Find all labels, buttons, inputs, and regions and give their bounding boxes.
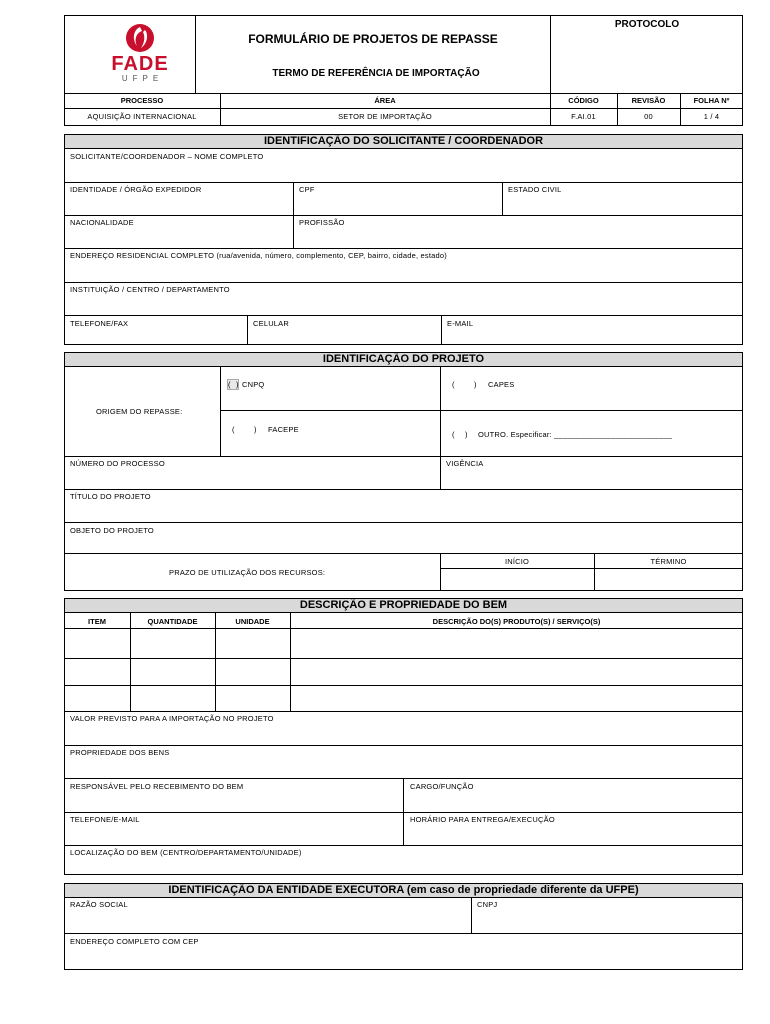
responsavel-field[interactable]: RESPONSÁVEL PELO RECEBIMENTO DO BEM: [70, 782, 244, 791]
logo-text: FADE: [111, 53, 169, 75]
celular-field[interactable]: CELULAR: [253, 319, 289, 328]
termino-label: TÉRMINO: [650, 557, 687, 566]
capes-label: CAPES: [488, 380, 515, 389]
origem-label: ORIGEM DO REPASSE:: [96, 407, 183, 416]
razao-social-field[interactable]: RAZÃO SOCIAL: [70, 900, 128, 909]
numero-processo-field[interactable]: NÚMERO DO PROCESSO: [70, 459, 165, 468]
facepe-paren-close[interactable]: ): [254, 425, 257, 434]
fade-logo-icon: [123, 22, 157, 54]
identidade-field[interactable]: IDENTIDADE / ÓRGÃO EXPEDIDOR: [70, 185, 202, 194]
codigo-label: CÓDIGO: [568, 96, 599, 105]
table-row[interactable]: [65, 659, 742, 685]
objeto-projeto-field[interactable]: OBJETO DO PROJETO: [70, 526, 154, 535]
inicio-input[interactable]: [441, 569, 594, 591]
col-unidade: UNIDADE: [235, 617, 270, 626]
nacionalidade-field[interactable]: NACIONALIDADE: [70, 218, 134, 227]
col-quantidade: QUANTIDADE: [147, 617, 198, 626]
valor-field[interactable]: VALOR PREVISTO PARA A IMPORTAÇÃO NO PROJETO: [70, 714, 274, 723]
table-row[interactable]: [65, 686, 742, 711]
titulo-projeto-field[interactable]: TÍTULO DO PROJETO: [70, 492, 151, 501]
estado-civil-field[interactable]: ESTADO CIVIL: [508, 185, 562, 194]
form-subtitle: TERMO DE REFERÊNCIA DE IMPORTAÇÃO: [272, 68, 480, 79]
protocolo-label: PROTOCOLO: [614, 19, 680, 30]
prazo-label: PRAZO DE UTILIZAÇÃO DOS RECURSOS:: [169, 568, 326, 577]
cnpq-paren-open: (: [228, 380, 231, 389]
telefone-field[interactable]: TELEFONE/FAX: [70, 319, 129, 328]
cnpq-label: CNPQ: [242, 380, 265, 389]
processo-label: PROCESSO: [120, 96, 164, 105]
logo-subtext: UFPE: [121, 74, 164, 83]
processo-value: AQUISIÇÃO INTERNACIONAL: [87, 112, 197, 121]
capes-paren-open[interactable]: (: [452, 380, 455, 389]
cpf-field[interactable]: CPF: [299, 185, 315, 194]
horario-field[interactable]: HORÁRIO PARA ENTREGA/EXECUÇÃO: [410, 815, 555, 824]
outro-paren-open[interactable]: (: [452, 430, 455, 439]
instituicao-field[interactable]: INSTITUIÇÃO / CENTRO / DEPARTAMENTO: [70, 285, 230, 294]
endereco-entidade-field[interactable]: ENDEREÇO COMPLETO COM CEP: [70, 937, 199, 946]
outro-field[interactable]: OUTRO. Especificar: ___________________________: [478, 430, 673, 439]
outro-paren-close[interactable]: ): [465, 430, 468, 439]
solicitante-section-title: IDENTIFICAÇÃO DO SOLICITANTE / COORDENADOR: [64, 134, 743, 149]
vigencia-field[interactable]: VIGÊNCIA: [446, 459, 484, 468]
capes-paren-close[interactable]: ): [474, 380, 477, 389]
profissao-field[interactable]: PROFISSÃO: [299, 218, 345, 227]
facepe-label: FACEPE: [268, 425, 299, 434]
cnpj-field[interactable]: CNPJ: [477, 900, 498, 909]
facepe-paren-open[interactable]: (: [232, 425, 235, 434]
entidade-section-title: IDENTIFICAÇÃO DA ENTIDADE EXECUTORA (em caso de propriedade diferente da UFPE): [64, 883, 743, 898]
email-field[interactable]: E-MAIL: [447, 319, 474, 328]
inicio-label: INÍCIO: [504, 557, 530, 566]
codigo-value: F.AI.01: [571, 112, 596, 121]
folha-value: 1 / 4: [703, 112, 720, 121]
telefone-email-field[interactable]: TELEFONE/E-MAIL: [70, 815, 140, 824]
fade-logo: [105, 22, 175, 90]
bem-section-title: DESCRIÇÃO E PROPRIEDADE DO BEM: [64, 598, 743, 613]
folha-label: FOLHA Nº: [693, 96, 730, 105]
col-descricao: DESCRIÇÃO DO(S) PRODUTO(S) / SERVIÇO(S): [432, 617, 601, 626]
cnpq-paren-close: ): [236, 380, 239, 389]
endereco-field[interactable]: ENDEREÇO RESIDENCIAL COMPLETO (rua/avenida, número, complemento, CEP, bairro, cidade, estado): [70, 251, 447, 260]
revisao-value: 00: [644, 112, 653, 121]
termino-input[interactable]: [595, 569, 743, 591]
propriedade-field[interactable]: PROPRIEDADE DOS BENS: [70, 748, 170, 757]
form-title: FORMULÁRIO DE PROJETOS DE REPASSE: [248, 32, 498, 46]
col-item: ITEM: [88, 617, 106, 626]
projeto-section-title: IDENTIFICAÇÃO DO PROJETO: [64, 352, 743, 367]
localizacao-field[interactable]: LOCALIZAÇÃO DO BEM (CENTRO/DEPARTAMENTO/UNIDADE): [70, 848, 302, 857]
revisao-label: REVISÃO: [631, 96, 666, 105]
area-value: SETOR DE IMPORTAÇÃO: [338, 112, 432, 121]
table-row[interactable]: [65, 629, 742, 658]
cargo-field[interactable]: CARGO/FUNÇÃO: [410, 782, 474, 791]
nome-field[interactable]: SOLICITANTE/COORDENADOR – NOME COMPLETO: [70, 152, 264, 161]
area-label: ÁREA: [374, 96, 396, 105]
